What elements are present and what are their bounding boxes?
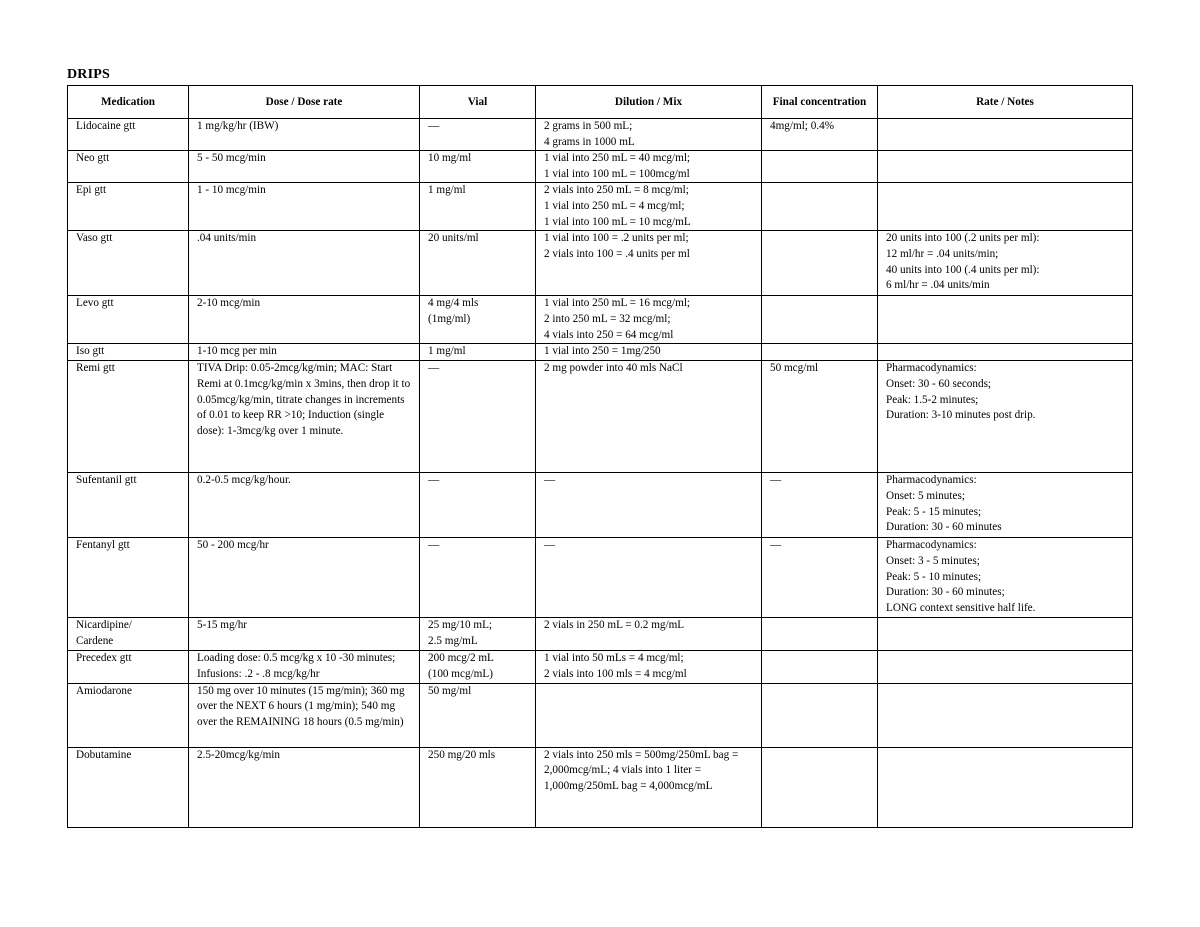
- cell-dose: TIVA Drip: 0.05-2mcg/kg/min; MAC: Start Remi at 0.1mcg/kg/min x 3mins, then drop it to 0.05mcg/kg/min, titrate changes in increments of 0.01 to keep RR >10; Induction (single dose): 1-3mcg/kg over 1 minute.: [189, 361, 420, 473]
- cell-final-concentration: [762, 618, 878, 651]
- cell-dose: 5 - 50 mcg/min: [189, 151, 420, 183]
- cell-notes: Pharmacodynamics: Onset: 5 minutes; Peak: 5 - 15 minutes; Duration: 30 - 60 minutes: [878, 473, 1133, 538]
- cell-medication: Fentanyl gtt: [68, 538, 189, 618]
- cell-final-concentration: [762, 183, 878, 231]
- cell-dilution: 2 mg powder into 40 mls NaCl: [536, 361, 762, 473]
- cell-dose: 0.2-0.5 mcg/kg/hour.: [189, 473, 420, 538]
- cell-notes: Pharmacodynamics: Onset: 3 - 5 minutes; Peak: 5 - 10 minutes; Duration: 30 - 60 minutes; LONG context sensitive half life.: [878, 538, 1133, 618]
- cell-medication: Remi gtt: [68, 361, 189, 473]
- cell-dilution: —: [536, 473, 762, 538]
- cell-vial: 50 mg/ml: [420, 683, 536, 747]
- table-row: [68, 683, 1133, 747]
- cell-dose: 1 mg/kg/hr (IBW): [189, 119, 420, 151]
- table-row: [68, 747, 1133, 827]
- table-row: [68, 119, 1133, 151]
- cell-final-concentration: [762, 344, 878, 361]
- cell-dose: 1 - 10 mcg/min: [189, 183, 420, 231]
- cell-dose: 2-10 mcg/min: [189, 296, 420, 344]
- cell-notes: [878, 183, 1133, 231]
- cell-dose: 50 - 200 mcg/hr: [189, 538, 420, 618]
- cell-final-concentration: —: [762, 473, 878, 538]
- cell-vial: 4 mg/4 mls (1mg/ml): [420, 296, 536, 344]
- column-header-final-concentration: Final concentration: [762, 86, 878, 119]
- table-row: [68, 151, 1133, 183]
- cell-dilution: 1 vial into 250 = 1mg/250: [536, 344, 762, 361]
- table-row: [68, 361, 1133, 473]
- column-header-dose: Dose / Dose rate: [189, 86, 420, 119]
- cell-notes: [878, 651, 1133, 683]
- cell-notes: [878, 683, 1133, 747]
- cell-vial: —: [420, 473, 536, 538]
- cell-vial: —: [420, 119, 536, 151]
- cell-final-concentration: [762, 683, 878, 747]
- cell-medication: Sufentanil gtt: [68, 473, 189, 538]
- cell-vial: —: [420, 361, 536, 473]
- cell-final-concentration: [762, 651, 878, 683]
- cell-dose: .04 units/min: [189, 231, 420, 296]
- cell-medication: Lidocaine gtt: [68, 119, 189, 151]
- column-header-notes: Rate / Notes: [878, 86, 1133, 119]
- table-row: [68, 344, 1133, 361]
- cell-medication: Iso gtt: [68, 344, 189, 361]
- cell-dose: Loading dose: 0.5 mcg/kg x 10 -30 minutes; Infusions: .2 - .8 mcg/kg/hr: [189, 651, 420, 683]
- cell-medication: Amiodarone: [68, 683, 189, 747]
- table-row: [68, 651, 1133, 683]
- table-row: [68, 473, 1133, 538]
- cell-final-concentration: 50 mcg/ml: [762, 361, 878, 473]
- cell-dilution: 1 vial into 250 mL = 16 mcg/ml; 2 into 250 mL = 32 mcg/ml; 4 vials into 250 = 64 mcg/ml: [536, 296, 762, 344]
- cell-dilution: 1 vial into 100 = .2 units per ml; 2 vials into 100 = .4 units per ml: [536, 231, 762, 296]
- drips-table: [67, 85, 1133, 828]
- cell-vial: —: [420, 538, 536, 618]
- cell-vial: 20 units/ml: [420, 231, 536, 296]
- cell-notes: Pharmacodynamics: Onset: 30 - 60 seconds; Peak: 1.5-2 minutes; Duration: 3-10 minutes post drip.: [878, 361, 1133, 473]
- cell-final-concentration: [762, 151, 878, 183]
- cell-final-concentration: [762, 231, 878, 296]
- column-header-vial: Vial: [420, 86, 536, 119]
- page-title: DRIPS: [67, 67, 111, 82]
- cell-final-concentration: 4mg/ml; 0.4%: [762, 119, 878, 151]
- cell-dilution: [536, 683, 762, 747]
- cell-medication: Vaso gtt: [68, 231, 189, 296]
- cell-notes: [878, 151, 1133, 183]
- cell-vial: 1 mg/ml: [420, 183, 536, 231]
- cell-dilution: 2 vials into 250 mL = 8 mcg/ml; 1 vial into 250 mL = 4 mcg/ml; 1 vial into 100 mL = 10 mcg/mL: [536, 183, 762, 231]
- cell-dilution: 1 vial into 250 mL = 40 mcg/ml; 1 vial into 100 mL = 100mcg/ml: [536, 151, 762, 183]
- table-row: [68, 618, 1133, 651]
- cell-final-concentration: [762, 296, 878, 344]
- cell-notes: [878, 119, 1133, 151]
- table-row: [68, 183, 1133, 231]
- cell-medication: Neo gtt: [68, 151, 189, 183]
- cell-dilution: —: [536, 538, 762, 618]
- cell-medication: Epi gtt: [68, 183, 189, 231]
- table-header-row: [68, 86, 1133, 119]
- cell-medication: Dobutamine: [68, 747, 189, 827]
- cell-medication: Nicardipine/ Cardene: [68, 618, 189, 651]
- column-header-medication: Medication: [68, 86, 189, 119]
- cell-medication: Precedex gtt: [68, 651, 189, 683]
- cell-vial: 250 mg/20 mls: [420, 747, 536, 827]
- cell-notes: [878, 618, 1133, 651]
- cell-dose: 150 mg over 10 minutes (15 mg/min); 360 mg over the NEXT 6 hours (1 mg/min); 540 mg over the REMAINING 18 hours (0.5 mg/min): [189, 683, 420, 747]
- column-header-dilution: Dilution / Mix: [536, 86, 762, 119]
- cell-notes: [878, 747, 1133, 827]
- cell-dilution: 1 vial into 50 mLs = 4 mcg/ml; 2 vials into 100 mls = 4 mcg/ml: [536, 651, 762, 683]
- cell-notes: [878, 296, 1133, 344]
- cell-final-concentration: —: [762, 538, 878, 618]
- cell-vial: 200 mcg/2 mL (100 mcg/mL): [420, 651, 536, 683]
- cell-vial: 1 mg/ml: [420, 344, 536, 361]
- cell-dose: 5-15 mg/hr: [189, 618, 420, 651]
- cell-dilution: 2 vials in 250 mL = 0.2 mg/mL: [536, 618, 762, 651]
- cell-medication: Levo gtt: [68, 296, 189, 344]
- cell-vial: 25 mg/10 mL; 2.5 mg/mL: [420, 618, 536, 651]
- cell-notes: [878, 344, 1133, 361]
- cell-final-concentration: [762, 747, 878, 827]
- table-row: [68, 231, 1133, 296]
- cell-dilution: 2 vials into 250 mls = 500mg/250mL bag = 2,000mcg/mL; 4 vials into 1 liter = 1,000mg/250mL bag = 4,000mcg/mL: [536, 747, 762, 827]
- cell-dose: 2.5-20mcg/kg/min: [189, 747, 420, 827]
- cell-dose: 1-10 mcg per min: [189, 344, 420, 361]
- cell-notes: 20 units into 100 (.2 units per ml): 12 ml/hr = .04 units/min; 40 units into 100 (.4 units per ml): 6 ml/hr = .04 units/min: [878, 231, 1133, 296]
- cell-vial: 10 mg/ml: [420, 151, 536, 183]
- table-row: [68, 296, 1133, 344]
- table-row: [68, 538, 1133, 618]
- cell-dilution: 2 grams in 500 mL; 4 grams in 1000 mL: [536, 119, 762, 151]
